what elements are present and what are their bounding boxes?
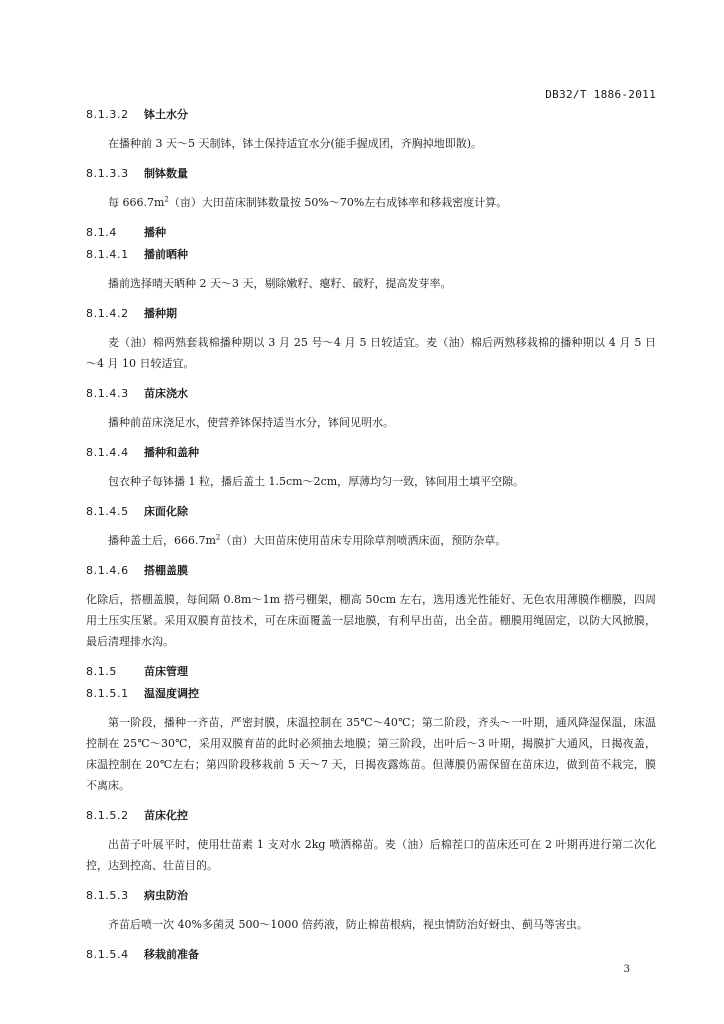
section-title: 播种期 bbox=[144, 307, 177, 320]
section-title: 苗床化控 bbox=[144, 809, 188, 822]
section-number: 8.1.5 bbox=[86, 665, 117, 678]
section-heading-8-1-4-4 bbox=[86, 442, 656, 464]
section-heading-8-1-4 bbox=[86, 222, 656, 244]
section-title: 温湿度调控 bbox=[144, 687, 199, 700]
section-number: 8.1.3.3 bbox=[86, 167, 129, 180]
document-body bbox=[86, 104, 656, 966]
section-number: 8.1.5.3 bbox=[86, 889, 129, 902]
section-number: 8.1.4.5 bbox=[86, 505, 129, 518]
page-number: 3 bbox=[623, 964, 630, 975]
paragraph: 播前选择晴天晒种 2 天～3 天，剔除嫩籽、瘪籽、破籽，提高发芽率。 bbox=[108, 277, 452, 290]
section-number: 8.1.3.2 bbox=[86, 108, 129, 121]
paragraph-text: （亩）大田苗床使用苗床专用除草剂喷洒床面，预防杂草。 bbox=[220, 534, 507, 547]
paragraph: 在播种前 3 天～5 天制钵，钵土保持适宜水分(能手握成团，齐胸掉地即散)。 bbox=[108, 137, 483, 150]
section-heading-8-1-5-3 bbox=[86, 885, 656, 907]
superscript: 2 bbox=[164, 195, 169, 204]
paragraph: 出苗子叶展平时，使用壮苗素 1 支对水 2kg 喷洒棉苗。麦（油）后棉茬口的苗床还可在 2 叶期再进行第二次化控，达到控高、壮苗目的。 bbox=[86, 838, 656, 872]
paragraph-text: 播种盖土后，666.7m bbox=[108, 534, 216, 547]
section-heading-8-1-4-5 bbox=[86, 501, 656, 523]
section-heading-8-1-4-3 bbox=[86, 383, 656, 405]
section-number: 8.1.5.1 bbox=[86, 687, 129, 700]
section-title: 病虫防治 bbox=[144, 889, 188, 902]
section-number: 8.1.5.2 bbox=[86, 809, 129, 822]
section-title: 播前晒种 bbox=[144, 248, 188, 261]
paragraph: 包衣种子每钵播 1 粒，播后盖土 1.5cm～2cm，厚薄均匀一致，钵间用土填平空隙。 bbox=[108, 475, 525, 488]
standard-code: DB32/T 1886-2011 bbox=[545, 88, 656, 101]
paragraph-text: 每 666.7m bbox=[108, 196, 165, 209]
paragraph: 第一阶段，播种一齐苗，严密封膜，床温控制在 35℃～40℃；第二阶段，齐头～一叶期，通风降湿保温，床温控制在 25℃～30℃，采用双膜育苗的此时必须抽去地膜；第三阶段，出叶后～3 叶期，揭膜扩大通风，日揭夜盖，床温控制在 20℃左右；第四阶段移栽前 5 天～7 天，日揭夜露炼苗。但薄膜仍需保留在苗床边，做到苗不栽完，膜不离床。 bbox=[86, 716, 656, 792]
paragraph: 播种前苗床浇足水，使营养钵保持适当水分，钵间见明水。 bbox=[108, 416, 394, 429]
section-number: 8.1.4.2 bbox=[86, 307, 129, 320]
section-title: 钵土水分 bbox=[144, 108, 188, 121]
section-number: 8.1.5.4 bbox=[86, 948, 129, 961]
section-heading-8-1-4-2 bbox=[86, 303, 656, 325]
section-number: 8.1.4.4 bbox=[86, 446, 129, 459]
section-heading-8-1-5-4 bbox=[86, 944, 656, 966]
section-number: 8.1.4.3 bbox=[86, 387, 129, 400]
section-title: 搭棚盖膜 bbox=[144, 564, 188, 577]
section-title: 床面化除 bbox=[144, 505, 188, 518]
section-title: 播种和盖种 bbox=[144, 446, 199, 459]
superscript: 2 bbox=[215, 533, 221, 542]
section-number: 8.1.4.1 bbox=[86, 248, 129, 261]
section-title: 苗床浇水 bbox=[144, 387, 188, 400]
paragraph: 化除后，搭棚盖膜，每间隔 0.8m～1m 搭弓棚架，棚高 50cm 左右，选用透光性能好、无色农用薄膜作棚膜，四周用土压实压紧。采用双膜育苗技术，可在床面覆盖一层地膜，有利早出苗，出全苗。棚膜用绳固定，以防大风掀膜，最后清理排水沟。 bbox=[86, 593, 656, 648]
section-number: 8.1.4.6 bbox=[86, 564, 129, 577]
section-heading-8-1-4-1 bbox=[86, 244, 656, 266]
section-title: 移栽前准备 bbox=[144, 948, 199, 961]
section-number: 8.1.4 bbox=[86, 226, 117, 239]
paragraph bbox=[86, 530, 656, 551]
paragraph: 齐苗后喷一次 40%多菌灵 500～1000 倍药液，防止棉苗根病，视虫情防治好蚜虫、蓟马等害虫。 bbox=[108, 918, 588, 931]
paragraph bbox=[86, 192, 656, 213]
section-title: 播种 bbox=[144, 226, 166, 239]
section-heading-8-1-3-2 bbox=[86, 104, 656, 126]
paragraph-text: （亩）大田苗床制钵数量按 50%～70%左右成钵率和移栽密度计算。 bbox=[168, 196, 508, 209]
section-heading-8-1-5-1 bbox=[86, 683, 656, 705]
section-heading-8-1-3-3 bbox=[86, 163, 656, 185]
paragraph: 麦（油）棉两熟套栽棉播种期以 3 月 25 号～4 月 5 日较适宜。麦（油）棉后两熟移栽棉的播种期以 4 月 5 日～4 月 10 日较适宜。 bbox=[86, 336, 656, 370]
section-heading-8-1-4-6 bbox=[86, 560, 656, 582]
section-heading-8-1-5-2 bbox=[86, 805, 656, 827]
section-title: 苗床管理 bbox=[144, 665, 188, 678]
section-title: 制钵数量 bbox=[144, 167, 188, 180]
section-heading-8-1-5 bbox=[86, 661, 656, 683]
